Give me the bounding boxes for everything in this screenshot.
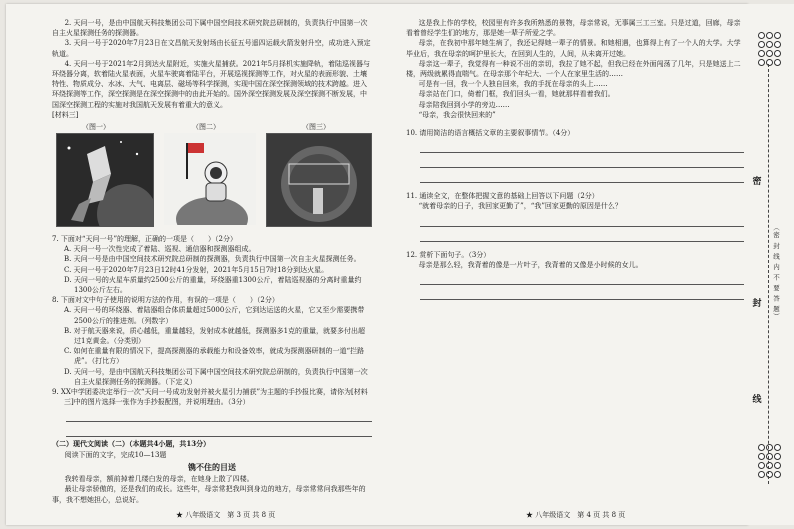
article-para-r6: 母亲陪我回到小学的旁边…… (418, 100, 510, 109)
q8-option-a: A. 天问一号的环绕器、着陆器组合体质量超过5000公斤，它到达运送的火星，它又至少需要携带2500公斤的推进剂。（列数字） (64, 306, 365, 325)
q10-answer-line-3[interactable] (420, 168, 744, 183)
question-12-sub: 母亲是那么轻，我背着的像是一片叶子，我背着的又像是小时候的女儿。 (418, 260, 643, 269)
section-2-heading: （二）现代文阅读（二）（本题共4小题，共13分） (52, 439, 211, 449)
seal-char-mi: 密 (752, 177, 762, 187)
rocket-illustration (57, 134, 153, 226)
q8-option-d: D. 天问一号，是由中国航天科技集团公司下属中国空间技术研究院总研制的，负责执行中国第一次自主火星探测任务的探测器。（下定义） (64, 367, 368, 386)
question-8: 8. 下面对文中句子使用的说明方法的作用，有误的一项是（ ）（2分） (52, 296, 279, 305)
q10-answer-line-1[interactable] (420, 138, 744, 153)
article-para-1: 我转看母亲，额前掉着几缕白发的母亲，在她身上散了四楼。 (64, 475, 254, 484)
article-para-r2: 母亲，在我初中那年她生病了，我还记得她一辈子的情景。和她相遇，也算得上有了一个人的大学。大学毕业后，我在母亲的呵护里长大，在回到人生的，人间，从未离开过她。 (406, 39, 741, 58)
punch-holes-top (758, 32, 778, 66)
page-footer-right: ★ 八年级语文 第 4 页 共 8 页 (526, 511, 626, 519)
mars-poster-illustration (267, 134, 371, 226)
question-11-sub: “就着母亲的日子，我回家更勤了”，“我”回家更勤的原因是什么？ (418, 202, 622, 211)
q12-answer-line-2[interactable] (420, 285, 744, 300)
para-material-2: 2. 天问一号，是由中国航天科技集团公司下属中国空间技术研究院总研制的，负责执行中国第一次自主火星探测任务的探测器。 (52, 19, 368, 38)
seal-char-feng: 封 (752, 299, 762, 309)
figure-1-rocket (56, 133, 154, 227)
fig2-label: （图二） (192, 123, 220, 132)
binding-margin (748, 4, 794, 525)
q7-option-b: B. 天问一号是由中国空间技术研究院总研制的探测器，负责执行中国第一次自主火星探测任务。 (64, 255, 361, 264)
article-para-r4: 可是有一回，我一个人独自回来，我的手抚在母亲的头上…… (418, 80, 608, 89)
q11-answer-line-1[interactable] (420, 212, 744, 227)
seal-warning-note: （密 封 线 内 不 要 答 题） (772, 224, 780, 321)
figure-3-poster (266, 133, 372, 227)
figure-2-astronaut (164, 133, 256, 225)
article-para-r1: 这是我上作的学校，校园里有许多我所熟悉的景物，母亲常说，无事属三工三室。只是过道，回廊，母亲看着曾经学生们的地方，那是她一辈子所爱之学。 (406, 19, 741, 38)
left-page (52, 18, 372, 505)
exam-sheet (6, 4, 748, 525)
reading-instruction: 阅读下面的文字，完成10—13题 (64, 450, 167, 459)
q10-answer-line-2[interactable] (420, 153, 744, 168)
seal-dashed-line (768, 64, 769, 484)
article-para-r3: 母亲这一辈子，我觉得有一种说不出的亲切，我拉了她不起，但我已经在外面闯荡了几年，只是她送上二楼，两级就累得直喘气。在母亲那个年纪大、一个人在家里生活的…… (406, 59, 741, 79)
article-title: 镌不住的目送 (188, 461, 236, 472)
question-10: 10. 请用简洁的语言概括文章的主要叙事情节。（4分） (406, 129, 575, 138)
page-footer-left: ★ 八年级语文 第 3 页 共 8 页 (176, 511, 276, 519)
figure-row (52, 122, 372, 230)
right-page (406, 18, 744, 300)
question-12: 12. 赏析下面句子。（3分） (406, 250, 491, 259)
q12-answer-line-1[interactable] (420, 270, 744, 285)
q7-option-d: D. 天问一号的火星车质量约2500公斤的重量，环绕器重1300公斤，着陆巡视器的分离时重量约1300公斤左右。 (64, 275, 362, 295)
q8-option-b: B. 对于航天器来说，质心越低，重量越轻，发射成本就越低，探测器多1克的重量，就要多付出超过1克黄金。（分类别） (64, 326, 366, 346)
article-para-2: 最让母亲骄傲的，还是我们的成长。这些年，母亲常把我叫到身边的地方，母亲常常问我那些年的事，我不想她担心，总说好。 (52, 485, 366, 504)
para-material-4: 4. 天问一号于2021年2月到达火星附近，实施火星捕获。2021年5月择机实施降轨，着陆巡视器与环绕器分离，软着陆火星表面，火星车驶离着陆平台，开展巡视探测等工作，对火星的表面形貌、土壤特性、物质成分、水冰、大气、电离层、磁场等科学探测，实现中国在深空探测领域的技术跨越。进入环绕探测等工作，深空探测是在深空探测中的由此开始的。国外深空探测发展及深空探测不断发展，中国深空探测工程的实施对我国航天发展有着重大的意义。 (52, 59, 371, 109)
para-material-3: 3. 天问一号于2020年7月23日在文昌航天发射场由长征五号遥四运载火箭发射升空，成功进入预定轨道。 (52, 39, 371, 58)
q7-option-c: C. 天问一号于2020年7月23日12时41分发射，2021年5月15日7时18分到达火星。 (64, 265, 329, 274)
article-quote-end: “母亲，我会很快回来的” (418, 110, 496, 119)
question-7: 7. 下面对“天问一号”的理解，正确的一项是（ ）（2分） (52, 235, 238, 244)
q11-answer-line-2[interactable] (420, 227, 744, 242)
q7-option-a: A. 天问一号一次性完成了着陆、巡视、通信器和探测器组成。 (64, 245, 256, 254)
fig3-label: （图三） (302, 123, 330, 132)
q9-answer-line[interactable] (66, 407, 372, 422)
question-9: 9. XX中学团委决定举行一次“天问一号成功发射并被火星引力捕获”为主题的手抄报比赛，请你为[材料三]中的图片选择一张作为手抄报配图，并说明理由。（3分） (52, 388, 368, 407)
fig1-label: （图一） (82, 123, 110, 132)
article-para-r5: 母亲站在门口，倚着门框，我们回头一看，她就那样看着我们。 (418, 90, 615, 99)
q8-option-c: C. 如何在重量有限的情况下，提高探测器的承载能力和设备效率，就成为探测器研制的一道“拦路虎”。（打比方） (64, 347, 365, 366)
q9-answer-line-2[interactable] (66, 422, 372, 437)
question-11: 11. 通读全文，在整体把握文意的基础上回答以下问题（2分） (406, 192, 599, 201)
astronaut-illustration (164, 133, 256, 225)
seal-char-xian: 线 (752, 395, 762, 405)
material-3-heading: [材料三] (52, 110, 79, 119)
